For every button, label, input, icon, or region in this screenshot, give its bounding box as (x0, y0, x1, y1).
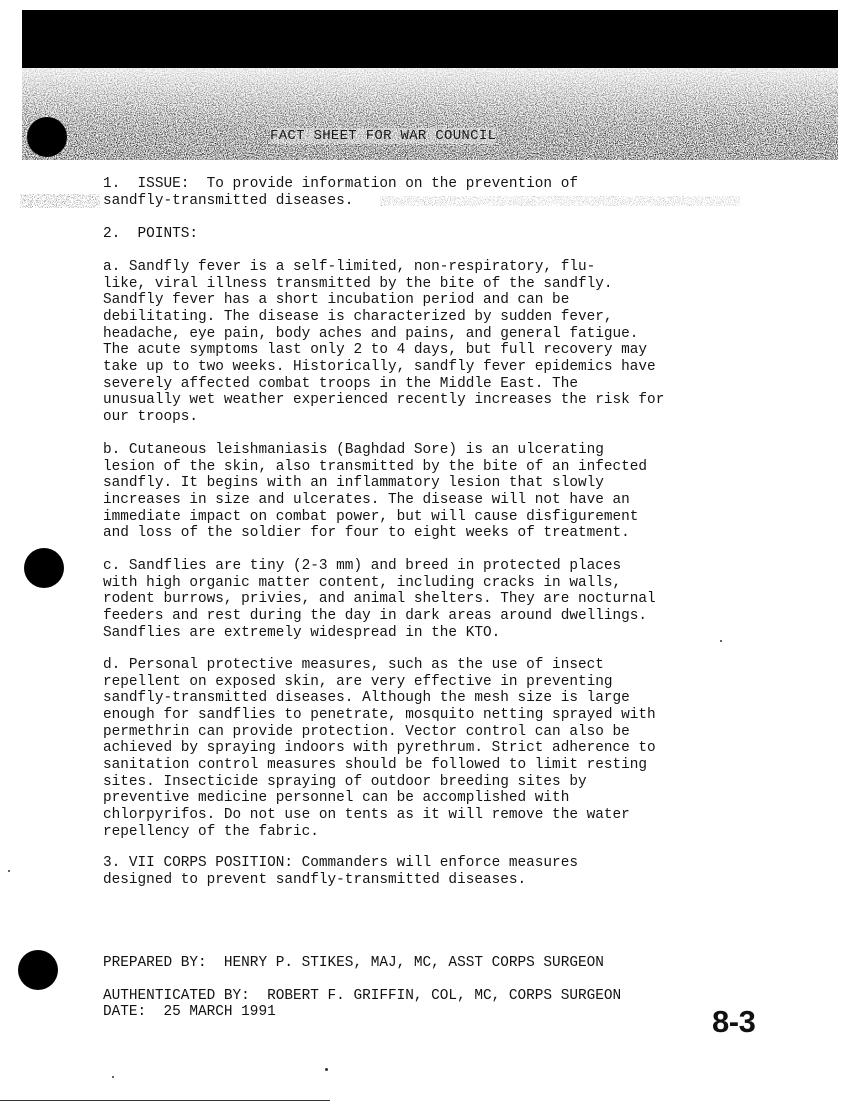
document-title: FACT SHEET FOR WAR COUNCIL (270, 128, 497, 144)
point-a-paragraph: a. Sandfly fever is a self-limited, non-respiratory, flu- like, viral illness transmitted by the bite of the sandfly. Sandfly fever has a short incubation period and can be debilitating. The disease is characterized by sudden fever, headache, eye pain, body aches and pains, and general fatigue. The acute symptoms last only 2 to 4 days, but full recovery may take up to two weeks. Historically, sandfly fever epidemics have severely affected combat troops in the Middle East. The unusually wet weather experienced recently increases the risk for our troops. (103, 259, 665, 425)
points-heading: 2. POINTS: (103, 226, 198, 242)
point-b-paragraph: b. Cutaneous leishmaniasis (Baghdad Sore) is an ulcerating lesion of the skin, also transmitted by the bite of an infected sandfly. It begins with an inflammatory lesion that slowly increases in size and ulcerates. The disease will not have an immediate impact on combat power, but will cause disfigurement and loss of the soldier for four to eight weeks of treatment. (103, 442, 648, 542)
bottom-rule (0, 1100, 330, 1101)
punch-hole-bottom (18, 950, 58, 990)
scan-speck (720, 640, 722, 642)
punch-hole-top (27, 117, 67, 157)
point-d-paragraph: d. Personal protective measures, such as the use of insect repellent on exposed skin, are very effective in preventing sandfly-transmitted diseases. Although the mesh size is large enough for sandflies to penetrate, mosquito netting sprayed with permethrin can provide protection. Vector control can also be achieved by spraying indoors with pyrethrum. Strict adherence to sanitation control measures should be followed to limit resting sites. Insecticide spraying of outdoor breeding sites by preventive medicine personnel can be accomplished with chlorpyrifos. Do not use on tents as it will remove the water repellency of the fabric. (103, 657, 656, 840)
corps-position-paragraph: 3. VII CORPS POSITION: Commanders will enforce measures designed to prevent sandfly-transmitted diseases. (103, 855, 578, 888)
page-number: 8-3 (712, 1004, 756, 1039)
prepared-by-line: PREPARED BY: HENRY P. STIKES, MAJ, MC, ASST CORPS SURGEON (103, 955, 604, 971)
scan-speck (112, 1076, 114, 1078)
scan-speck (8, 870, 10, 872)
punch-hole-middle (24, 548, 64, 588)
date-line: DATE: 25 MARCH 1991 (103, 1004, 276, 1020)
issue-line-2: sandfly-transmitted diseases. (103, 193, 354, 209)
issue-line-1: 1. ISSUE: To provide information on the prevention of (103, 176, 578, 192)
authenticated-by-line: AUTHENTICATED BY: ROBERT F. GRIFFIN, COL, MC, CORPS SURGEON (103, 988, 622, 1004)
point-c-paragraph: c. Sandflies are tiny (2-3 mm) and breed in protected places with high organic matter content, including cracks in walls, rodent burrows, privies, and animal shelters. They are nocturnal feeders and rest during the day in dark areas around dwellings. Sandflies are extremely widespread in the KTO. (103, 558, 656, 641)
scan-speck (325, 1068, 328, 1071)
